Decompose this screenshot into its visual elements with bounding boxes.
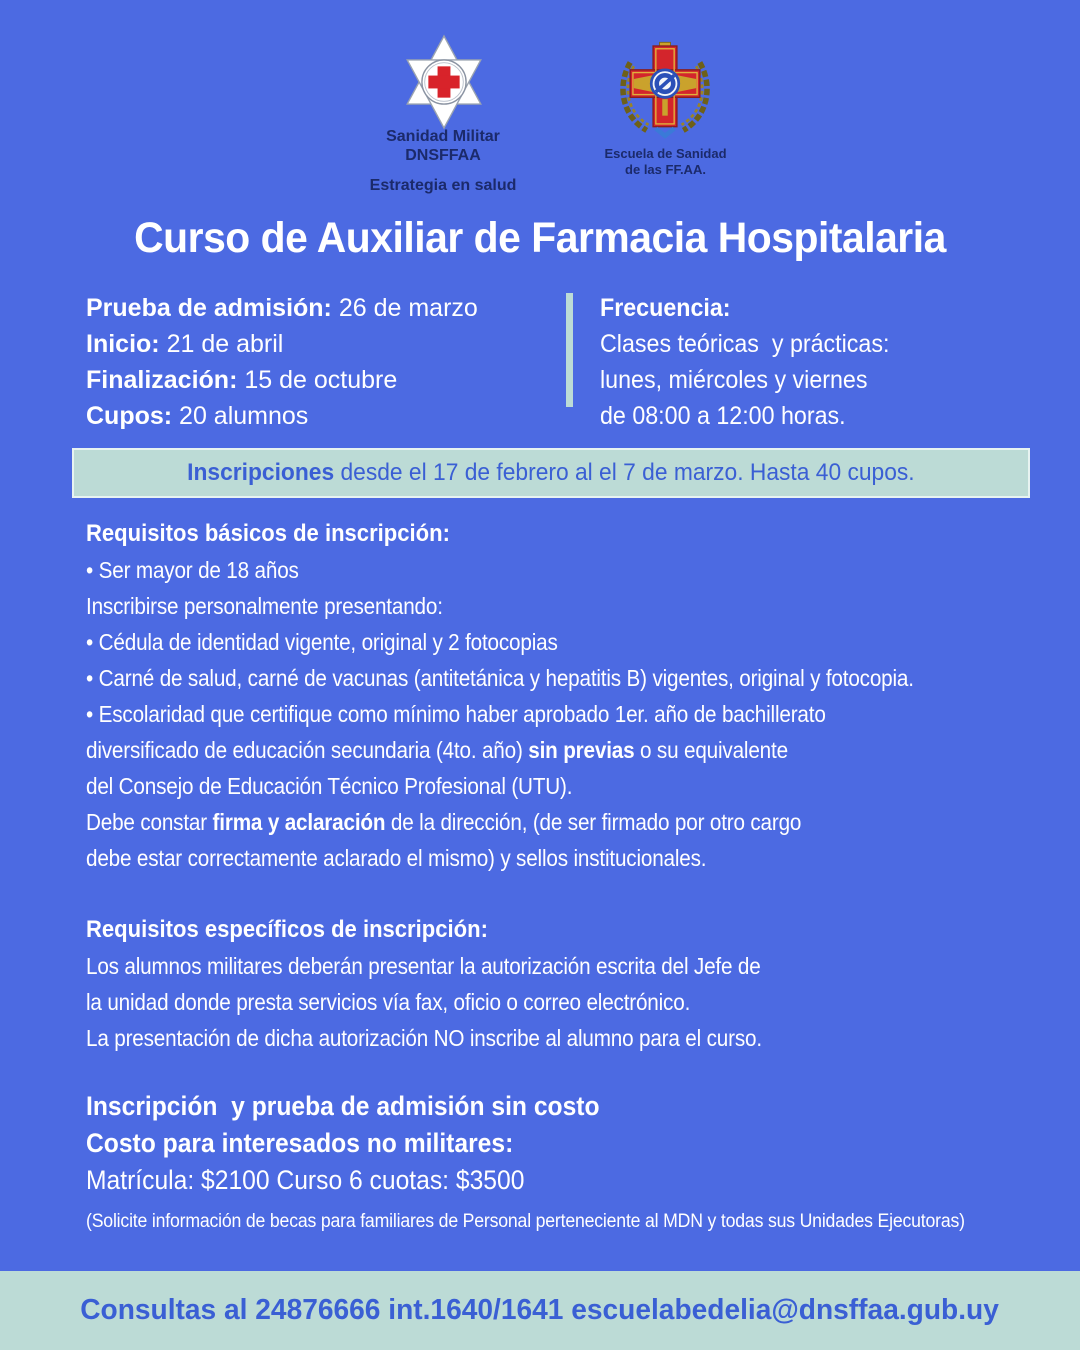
left-logo-caption-line2: DNSFFAA	[405, 147, 481, 164]
inscription-banner-text: Inscripciones desde el 17 de febrero al el 7 de marzo. Hasta 40 cupos.	[187, 459, 915, 486]
right-logo-caption	[583, 146, 748, 178]
inscription-banner	[72, 448, 1030, 498]
right-logo-caption-line1: Escuela de Sanidad	[604, 146, 727, 161]
frequency-line-1: Clases teóricas y prácticas:	[600, 330, 890, 358]
non-military-cost-heading: Costo para interesados no militares:	[86, 1128, 514, 1158]
detail-quota: Cupos: 20 alumnos	[86, 402, 309, 430]
basic-req-line: • Cédula de identidad vigente, original y 2 fotocopias	[86, 629, 558, 655]
specific-requirements-section	[86, 912, 762, 1056]
detail-admission-test: Prueba de admisión: 26 de marzo	[86, 294, 478, 322]
specific-requirements-heading: Requisitos específicos de inscripción:	[86, 916, 488, 943]
specific-req-line: La presentación de dicha autorización NO inscribe al alumno para el curso.	[86, 1025, 762, 1051]
details-divider	[566, 293, 573, 407]
basic-req-line: • Escolaridad que certifique como mínimo haber aprobado 1er. año de bachillerato	[86, 701, 826, 727]
basic-req-line: • Carné de salud, carné de vacunas (antitetánica y hepatitis B) vigentes, original y fotocopia.	[86, 665, 914, 691]
left-logo-caption-line1: Sanidad Militar	[386, 128, 500, 145]
frequency-label: Frecuencia:	[600, 294, 731, 322]
basic-req-line: del Consejo de Educación Técnico Profesional (UTU).	[86, 773, 573, 799]
detail-end-date: Finalización: 15 de octubre	[86, 366, 398, 394]
contact-info: Consultas al 24876666 int.1640/1641 escuelabedelia@dnsffaa.gub.uy	[80, 1294, 1000, 1326]
left-logo-tagline: Estrategia en salud	[369, 177, 517, 194]
scholarship-note: (Solicite información de becas para familiares de Personal perteneciente al MDN y todas sus Unidades Ejecutoras)	[86, 1211, 965, 1232]
specific-req-line: Los alumnos militares deberán presentar la autorización escrita del Jefe de	[86, 953, 761, 979]
military-health-crest-icon	[610, 37, 720, 143]
frequency-details	[600, 290, 889, 434]
left-logo-caption	[353, 127, 533, 165]
basic-req-line: diversificado de educación secundaria (4to. año) sin previas o su equivalente	[86, 737, 788, 763]
page-title: Curso de Auxiliar de Farmacia Hospitalaria	[134, 214, 946, 262]
costs-section	[86, 1088, 965, 1233]
frequency-line-2: lunes, miércoles y viernes	[600, 366, 868, 394]
right-logo-caption-line2: de las FF.AA.	[625, 162, 706, 177]
frequency-line-3: de 08:00 a 12:00 horas.	[600, 402, 846, 430]
six-pointed-star-red-cross-icon	[398, 34, 490, 130]
detail-start-date: Inicio: 21 de abril	[86, 330, 284, 358]
course-details-list	[86, 290, 478, 434]
basic-req-line: Debe constar firma y aclaración de la dirección, (de ser firmado por otro cargo	[86, 809, 802, 835]
basic-req-line: Inscribirse personalmente presentando:	[86, 593, 443, 619]
basic-requirements-heading: Requisitos básicos de inscripción:	[86, 520, 450, 547]
specific-req-line: la unidad donde presta servicios vía fax, oficio o correo electrónico.	[86, 989, 691, 1015]
basic-req-line: debe estar correctamente aclarado el mismo) y sellos institucionales.	[86, 845, 707, 871]
basic-requirements-section	[86, 516, 914, 876]
footer-contact-bar	[0, 1271, 1080, 1350]
price-line: Matrícula: $2100 Curso 6 cuotas: $3500	[86, 1165, 525, 1195]
basic-req-line: • Ser mayor de 18 años	[86, 557, 299, 583]
free-admission-line: Inscripción y prueba de admisión sin costo	[86, 1091, 600, 1121]
